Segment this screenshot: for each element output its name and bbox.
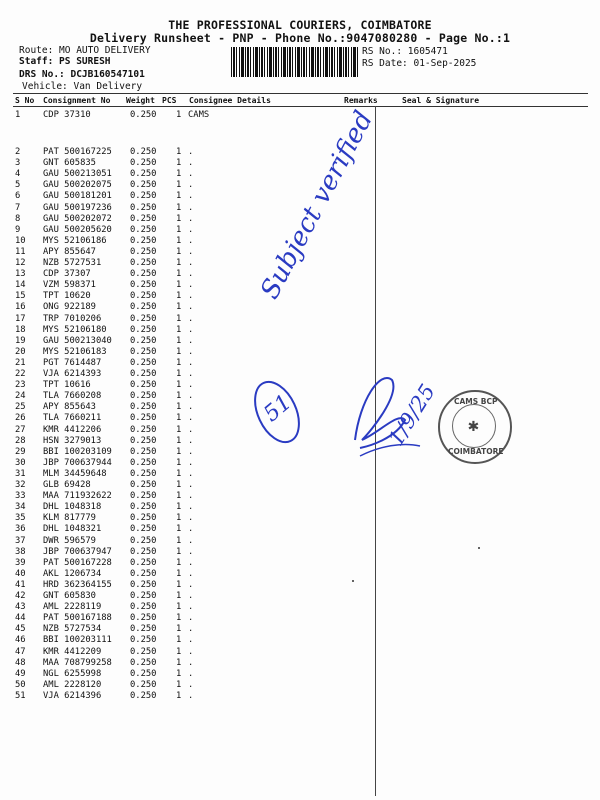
cell-pcs: 1 <box>176 291 182 302</box>
cell-weight: 0.250 <box>130 657 157 668</box>
cell-sno: 41 <box>15 579 26 590</box>
cell-consignment: BBI 100203111 <box>43 635 112 646</box>
cell-consignee-details: . <box>188 357 194 368</box>
cell-consignment: JBP 700637947 <box>43 546 112 557</box>
cell-sno: 49 <box>15 668 26 679</box>
cell-pcs: 1 <box>176 180 182 191</box>
cell-consignee-details: . <box>188 413 194 424</box>
cell-sno: 24 <box>15 391 26 402</box>
cell-sno: 19 <box>15 335 26 346</box>
cell-pcs: 1 <box>176 169 182 180</box>
cell-pcs: 1 <box>176 110 182 120</box>
column-header-pcs: PCS <box>162 96 177 105</box>
cell-consignment: TRP 7010206 <box>43 313 102 324</box>
cell-consignment: AML 2228119 <box>43 602 102 613</box>
cell-weight: 0.250 <box>130 435 157 446</box>
column-header-weight: Weight <box>126 96 155 105</box>
cell-pcs: 1 <box>176 246 182 257</box>
cell-sno: 51 <box>15 690 26 701</box>
cell-pcs: 1 <box>176 568 182 579</box>
cell-sno: 25 <box>15 402 26 413</box>
cell-consignee-details: . <box>188 679 194 690</box>
cell-consignee-details: . <box>188 380 194 391</box>
cell-sno: 8 <box>15 213 21 224</box>
cell-consignment: GAU 500197236 <box>43 202 112 213</box>
cell-pcs: 1 <box>176 346 182 357</box>
cell-consignment: GAU 500213051 <box>43 169 112 180</box>
handwritten-date: 1/9/25 <box>383 379 440 451</box>
cell-consignee-details: . <box>188 591 194 601</box>
cell-pcs: 1 <box>176 591 182 601</box>
stamp-emblem-icon: ✱ <box>468 415 479 436</box>
cell-pcs: 1 <box>176 235 182 246</box>
cell-consignee-details: . <box>188 424 194 435</box>
cell-consignee-details: . <box>188 291 194 302</box>
cell-consignment: VJA 6214393 <box>43 369 102 379</box>
cell-weight: 0.250 <box>130 491 157 502</box>
cell-weight: 0.250 <box>130 546 157 557</box>
cell-pcs: 1 <box>176 513 182 524</box>
cell-weight: 0.250 <box>130 380 157 391</box>
cell-consignment: NZB 5727534 <box>43 624 102 635</box>
cell-consignment: GNT 605835 <box>43 158 96 169</box>
cell-sno: 26 <box>15 413 26 424</box>
cell-consignment: HRD 362364155 <box>43 579 112 590</box>
cell-sno: 42 <box>15 591 26 601</box>
cell-weight: 0.250 <box>130 202 157 213</box>
cell-pcs: 1 <box>176 369 182 379</box>
cell-consignee-details: . <box>188 535 194 546</box>
cell-weight: 0.250 <box>130 613 157 624</box>
cell-consignment: KLM 817779 <box>43 513 96 524</box>
cell-sno: 1 <box>15 110 21 120</box>
cell-pcs: 1 <box>176 646 182 657</box>
cell-pcs: 1 <box>176 579 182 590</box>
cell-weight: 0.250 <box>130 335 157 346</box>
cell-sno: 35 <box>15 513 26 524</box>
cell-sno: 4 <box>15 169 21 180</box>
cell-weight: 0.250 <box>130 424 157 435</box>
cell-weight: 0.250 <box>130 291 157 302</box>
cell-consignment: MYS 52106183 <box>43 346 107 357</box>
cell-consignee-details: . <box>188 480 194 490</box>
cell-consignee-details: . <box>188 646 194 657</box>
cell-weight: 0.250 <box>130 302 157 313</box>
cell-consignment: GAU 500213040 <box>43 335 112 346</box>
cell-sno: 34 <box>15 502 26 513</box>
cell-sno: 36 <box>15 524 26 535</box>
cell-pcs: 1 <box>176 546 182 557</box>
cell-weight: 0.250 <box>130 446 157 457</box>
column-header-consignment: Consignment No <box>43 96 111 105</box>
cell-pcs: 1 <box>176 258 182 268</box>
cell-consignee-details: . <box>188 224 194 235</box>
cell-pcs: 1 <box>176 657 182 668</box>
staff-label: Staff: PS SURESH <box>19 56 111 67</box>
cell-weight: 0.250 <box>130 391 157 402</box>
cell-pcs: 1 <box>176 446 182 457</box>
cell-consignee-details: . <box>188 457 194 468</box>
cell-pcs: 1 <box>176 457 182 468</box>
cell-consignment: HSN 3279013 <box>43 435 102 446</box>
cell-pcs: 1 <box>176 480 182 490</box>
cell-consignee-details: . <box>188 213 194 224</box>
cell-consignee-details: . <box>188 613 194 624</box>
cell-weight: 0.250 <box>130 346 157 357</box>
stamp-top-text: CAMS BCP <box>454 397 498 406</box>
cell-consignment: AKL 1206734 <box>43 568 102 579</box>
cell-pcs: 1 <box>176 602 182 613</box>
cell-weight: 0.250 <box>130 579 157 590</box>
cell-sno: 22 <box>15 369 26 379</box>
cell-sno: 13 <box>15 269 26 280</box>
cell-consignment: CDP 37310 <box>43 110 91 120</box>
cell-consignee-details: . <box>188 557 194 568</box>
cell-sno: 47 <box>15 646 26 657</box>
cell-sno: 11 <box>15 246 26 257</box>
cell-sno: 2 <box>15 147 21 157</box>
route-label: Route: MO AUTO DELIVERY <box>19 45 151 56</box>
cell-consignment: JBP 700637944 <box>43 457 112 468</box>
cell-weight: 0.250 <box>130 690 157 701</box>
cell-weight: 0.250 <box>130 357 157 368</box>
cell-consignment: NGL 6255998 <box>43 668 102 679</box>
cell-consignee-details: . <box>188 180 194 191</box>
cell-sno: 44 <box>15 613 26 624</box>
cell-weight: 0.250 <box>130 324 157 335</box>
cell-consignment: GLB 69428 <box>43 480 91 490</box>
cell-pcs: 1 <box>176 690 182 701</box>
cell-consignment: MYS 52106186 <box>43 235 107 246</box>
cell-consignment: CDP 37307 <box>43 269 91 280</box>
cell-sno: 30 <box>15 457 26 468</box>
cell-consignment: PGT 7614487 <box>43 357 102 368</box>
vehicle-label: Vehicle: Van Delivery <box>22 81 143 92</box>
rs-number: RS No.: 1605471 <box>362 46 448 57</box>
cell-weight: 0.250 <box>130 280 157 291</box>
cell-pcs: 1 <box>176 302 182 313</box>
cell-sno: 28 <box>15 435 26 446</box>
cell-weight: 0.250 <box>130 668 157 679</box>
cell-consignee-details: . <box>188 191 194 202</box>
cell-consignment: APY 855647 <box>43 246 96 257</box>
cell-pcs: 1 <box>176 557 182 568</box>
cell-weight: 0.250 <box>130 110 157 120</box>
cell-consignee-details: . <box>188 435 194 446</box>
cell-consignee-details: . <box>188 302 194 313</box>
cell-pcs: 1 <box>176 269 182 280</box>
cell-consignee-details: . <box>188 468 194 479</box>
cell-consignment: KMR 4412206 <box>43 424 102 435</box>
cell-consignee-details: . <box>188 235 194 246</box>
cell-weight: 0.250 <box>130 413 157 424</box>
runsheet-subtitle: Delivery Runsheet - PNP - Phone No.:9047080280 - Page No.:1 <box>89 31 511 45</box>
cell-consignment: GAU 500202072 <box>43 213 112 224</box>
cell-weight: 0.250 <box>130 679 157 690</box>
cell-consignment: APY 855643 <box>43 402 96 413</box>
cell-weight: 0.250 <box>130 169 157 180</box>
cell-consignment: GAU 500202075 <box>43 180 112 191</box>
cell-pcs: 1 <box>176 313 182 324</box>
drs-number: DRS No.: DCJB160547101 <box>19 69 145 80</box>
cell-weight: 0.250 <box>130 513 157 524</box>
cell-consignee-details: . <box>188 690 194 701</box>
cell-weight: 0.250 <box>130 180 157 191</box>
column-header-seal: Seal & Signature <box>402 96 480 105</box>
cell-sno: 3 <box>15 158 21 169</box>
handwritten-count: 51 <box>259 389 297 428</box>
handwritten-verification-note: Subject verified <box>255 106 380 305</box>
cell-consignee-details: . <box>188 280 194 291</box>
cell-sno: 16 <box>15 302 26 313</box>
cell-pcs: 1 <box>176 624 182 635</box>
cell-consignee-details: . <box>188 568 194 579</box>
cell-weight: 0.250 <box>130 624 157 635</box>
cell-sno: 39 <box>15 557 26 568</box>
cell-sno: 37 <box>15 535 26 546</box>
cell-weight: 0.250 <box>130 635 157 646</box>
cell-consignment: MLM 34459648 <box>43 468 107 479</box>
cell-consignee-details: . <box>188 202 194 213</box>
rs-date: RS Date: 01-Sep-2025 <box>362 58 477 69</box>
cell-weight: 0.250 <box>130 457 157 468</box>
cell-consignment: ONG 922189 <box>43 302 96 313</box>
cell-sno: 7 <box>15 202 21 213</box>
cell-weight: 0.250 <box>130 369 157 379</box>
cell-pcs: 1 <box>176 224 182 235</box>
scan-speck <box>478 547 480 549</box>
cell-consignee-details: . <box>188 657 194 668</box>
cell-weight: 0.250 <box>130 568 157 579</box>
cell-consignee-details: . <box>188 546 194 557</box>
cell-consignment: DHL 1048318 <box>43 502 102 513</box>
cell-weight: 0.250 <box>130 246 157 257</box>
cell-pcs: 1 <box>176 324 182 335</box>
cell-pcs: 1 <box>176 335 182 346</box>
page-title: THE PROFESSIONAL COURIERS, COIMBATORE <box>168 18 432 32</box>
cell-sno: 23 <box>15 380 26 391</box>
cell-consignee-details: . <box>188 346 194 357</box>
cell-sno: 27 <box>15 424 26 435</box>
cell-pcs: 1 <box>176 491 182 502</box>
cell-sno: 18 <box>15 324 26 335</box>
cell-pcs: 1 <box>176 668 182 679</box>
column-header-remarks: Remarks <box>344 96 378 105</box>
cell-sno: 21 <box>15 357 26 368</box>
cell-consignment: GAU 500181201 <box>43 191 112 202</box>
cell-consignment: VZM 598371 <box>43 280 96 291</box>
cell-weight: 0.250 <box>130 646 157 657</box>
cell-consignee-details: . <box>188 324 194 335</box>
cell-pcs: 1 <box>176 524 182 535</box>
cell-consignment: DWR 596579 <box>43 535 96 546</box>
cell-pcs: 1 <box>176 213 182 224</box>
cell-consignee-details: . <box>188 391 194 402</box>
scan-speck <box>352 580 354 582</box>
cell-consignment: BBI 100203109 <box>43 446 112 457</box>
cell-consignment: MYS 52106180 <box>43 324 107 335</box>
cell-pcs: 1 <box>176 357 182 368</box>
cell-consignee-details: . <box>188 624 194 635</box>
cell-consignee-details: . <box>188 147 194 157</box>
cell-consignee-details: . <box>188 313 194 324</box>
cell-consignment: VJA 6214396 <box>43 690 102 701</box>
cell-consignment: TPT 10620 <box>43 291 91 302</box>
company-stamp <box>438 390 512 464</box>
cell-consignment: MAA 708799258 <box>43 657 112 668</box>
cell-pcs: 1 <box>176 679 182 690</box>
cell-weight: 0.250 <box>130 535 157 546</box>
stamp-bottom-text: COIMBATORE <box>448 447 504 456</box>
cell-pcs: 1 <box>176 402 182 413</box>
cell-sno: 14 <box>15 280 26 291</box>
cell-consignment: NZB 5727531 <box>43 258 102 268</box>
cell-pcs: 1 <box>176 502 182 513</box>
cell-consignment: DHL 1048321 <box>43 524 102 535</box>
cell-consignee-details: . <box>188 668 194 679</box>
cell-consignee-details: . <box>188 169 194 180</box>
cell-pcs: 1 <box>176 613 182 624</box>
cell-consignment: TLA 7660208 <box>43 391 102 402</box>
cell-pcs: 1 <box>176 468 182 479</box>
cell-weight: 0.250 <box>130 468 157 479</box>
cell-sno: 40 <box>15 568 26 579</box>
cell-consignee-details: . <box>188 246 194 257</box>
cell-pcs: 1 <box>176 413 182 424</box>
cell-consignee-details: . <box>188 258 194 268</box>
cell-weight: 0.250 <box>130 557 157 568</box>
cell-sno: 43 <box>15 602 26 613</box>
cell-pcs: 1 <box>176 202 182 213</box>
cell-pcs: 1 <box>176 158 182 169</box>
cell-consignee-details: . <box>188 335 194 346</box>
cell-weight: 0.250 <box>130 147 157 157</box>
cell-sno: 45 <box>15 624 26 635</box>
cell-weight: 0.250 <box>130 591 157 601</box>
cell-weight: 0.250 <box>130 158 157 169</box>
cell-weight: 0.250 <box>130 224 157 235</box>
cell-sno: 46 <box>15 635 26 646</box>
cell-pcs: 1 <box>176 391 182 402</box>
cell-weight: 0.250 <box>130 602 157 613</box>
cell-weight: 0.250 <box>130 258 157 268</box>
cell-consignment: TLA 7660211 <box>43 413 102 424</box>
cell-consignment: KMR 4412209 <box>43 646 102 657</box>
cell-weight: 0.250 <box>130 191 157 202</box>
cell-weight: 0.250 <box>130 313 157 324</box>
cell-consignee-details: . <box>188 524 194 535</box>
cell-pcs: 1 <box>176 635 182 646</box>
cell-consignee-details: . <box>188 491 194 502</box>
cell-weight: 0.250 <box>130 524 157 535</box>
cell-sno: 5 <box>15 180 21 191</box>
cell-sno: 17 <box>15 313 26 324</box>
cell-consignee-details: . <box>188 513 194 524</box>
cell-sno: 33 <box>15 491 26 502</box>
cell-consignee-details: . <box>188 502 194 513</box>
cell-sno: 9 <box>15 224 21 235</box>
cell-weight: 0.250 <box>130 402 157 413</box>
cell-weight: 0.250 <box>130 269 157 280</box>
cell-weight: 0.250 <box>130 502 157 513</box>
cell-sno: 29 <box>15 446 26 457</box>
cell-sno: 38 <box>15 546 26 557</box>
cell-pcs: 1 <box>176 191 182 202</box>
cell-consignee-details: . <box>188 269 194 280</box>
cell-sno: 20 <box>15 346 26 357</box>
cell-pcs: 1 <box>176 435 182 446</box>
cell-pcs: 1 <box>176 280 182 291</box>
cell-consignee-details: . <box>188 602 194 613</box>
cell-sno: 12 <box>15 258 26 268</box>
cell-consignment: PAT 500167225 <box>43 147 112 157</box>
cell-consignee-details: . <box>188 446 194 457</box>
cell-pcs: 1 <box>176 424 182 435</box>
cell-weight: 0.250 <box>130 480 157 490</box>
cell-consignment: AML 2228120 <box>43 679 102 690</box>
cell-consignee-details: . <box>188 579 194 590</box>
cell-consignment: GNT 605830 <box>43 591 96 601</box>
cell-sno: 6 <box>15 191 21 202</box>
cell-consignee-details: . <box>188 158 194 169</box>
cell-consignee-details: . <box>188 369 194 379</box>
cell-sno: 31 <box>15 468 26 479</box>
cell-pcs: 1 <box>176 380 182 391</box>
cell-weight: 0.250 <box>130 213 157 224</box>
cell-pcs: 1 <box>176 147 182 157</box>
cell-consignment: PAT 500167228 <box>43 557 112 568</box>
cell-sno: 10 <box>15 235 26 246</box>
column-header-sno: S No <box>15 96 35 105</box>
cell-consignment: MAA 711932622 <box>43 491 112 502</box>
cell-consignment: PAT 500167188 <box>43 613 112 624</box>
column-header-details: Consignee Details <box>189 96 271 105</box>
cell-pcs: 1 <box>176 535 182 546</box>
cell-consignment: TPT 10616 <box>43 380 91 391</box>
cell-consignee-details: CAMS <box>188 110 210 120</box>
cell-consignee-details: . <box>188 635 194 646</box>
cell-consignee-details: . <box>188 402 194 413</box>
cell-weight: 0.250 <box>130 235 157 246</box>
cell-sno: 48 <box>15 657 26 668</box>
cell-sno: 32 <box>15 480 26 490</box>
cell-sno: 50 <box>15 679 26 690</box>
cell-consignment: GAU 500205620 <box>43 224 112 235</box>
cell-sno: 15 <box>15 291 26 302</box>
